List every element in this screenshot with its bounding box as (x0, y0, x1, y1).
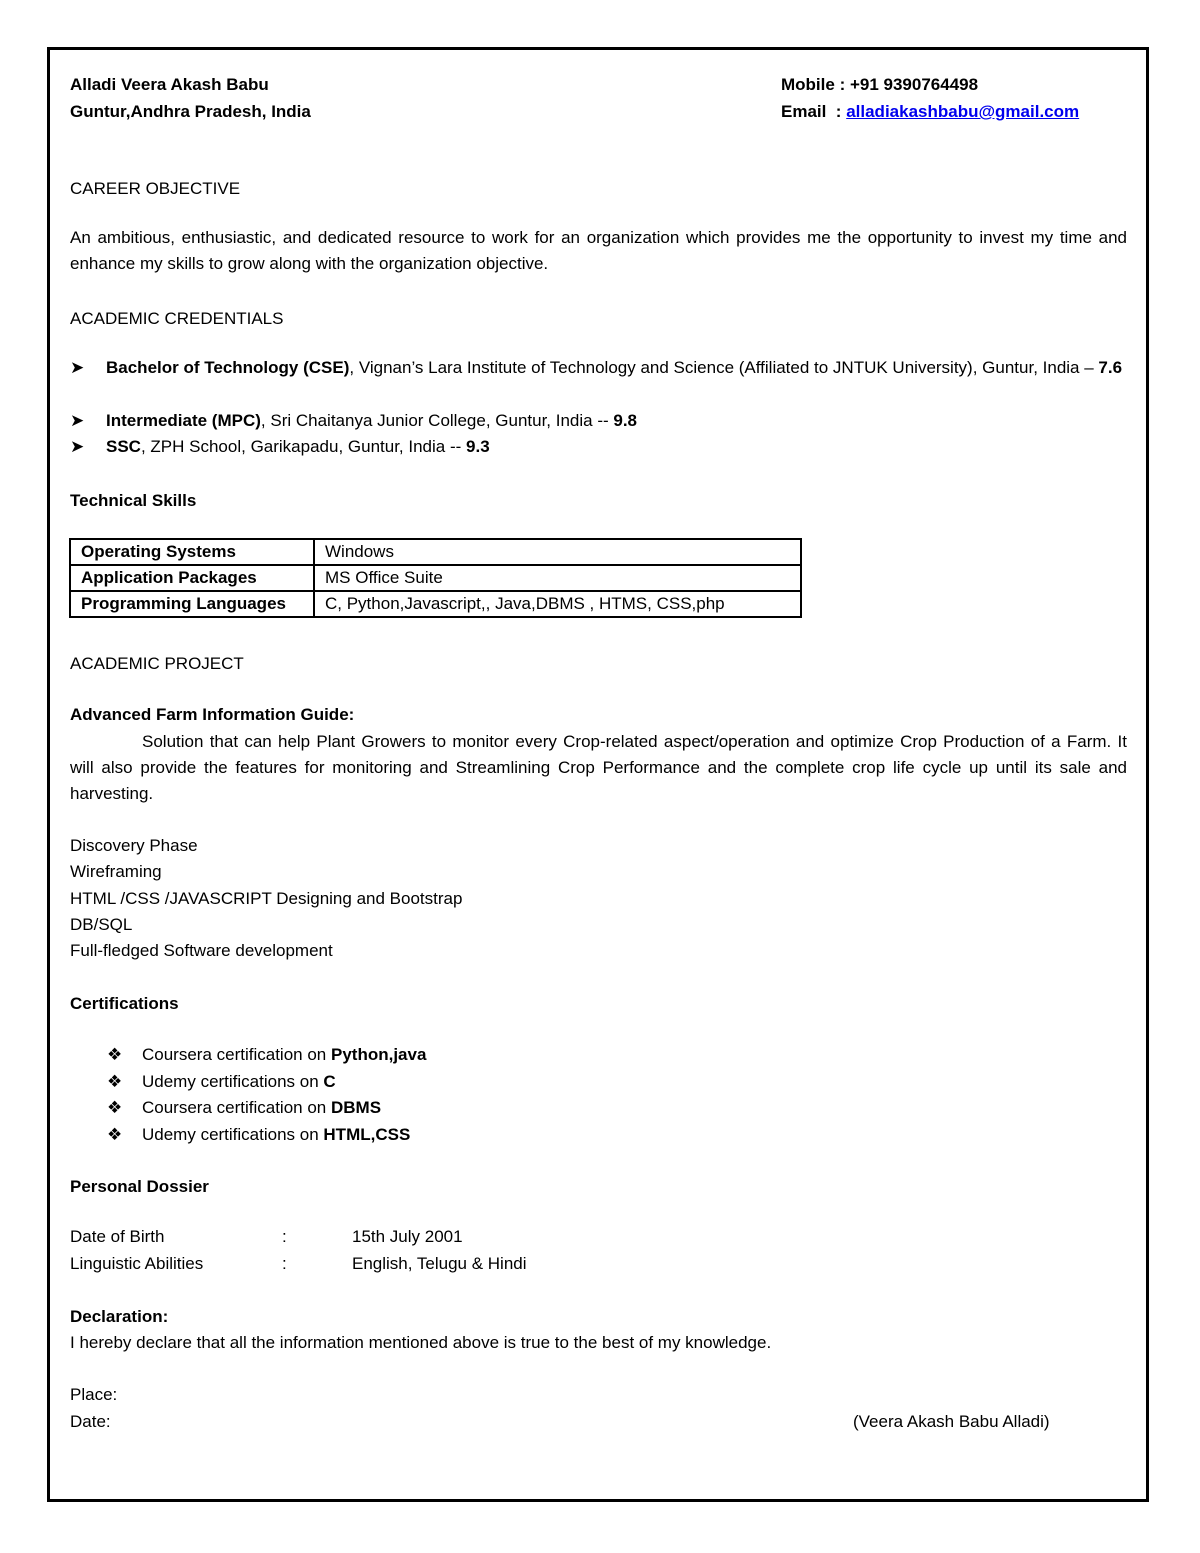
diamond-bullet-icon: ❖ (107, 1125, 123, 1144)
project-title: Advanced Farm Information Guide: (70, 705, 355, 724)
place-label: Place: (70, 1385, 118, 1404)
email-label: Email (781, 102, 827, 121)
email-line: Email : alladiakashbabu@gmail.com (781, 102, 1080, 121)
technical-skills-heading: Technical Skills (70, 491, 197, 510)
arrow-bullet-icon: ➤ (70, 411, 85, 430)
academic-project-heading: ACADEMIC PROJECT (70, 654, 244, 673)
dob-label: Date of Birth (70, 1227, 165, 1246)
languages-value: English, Telugu & Hindi (352, 1254, 527, 1273)
signature-name: (Veera Akash Babu Alladi) (853, 1412, 1050, 1431)
personal-dossier-heading: Personal Dossier (70, 1177, 209, 1196)
certification-item: ❖ Coursera certification on Python,java (107, 1042, 426, 1068)
certifications-heading: Certifications (70, 994, 179, 1013)
project-phase: HTML /CSS /JAVASCRIPT Designing and Bootstrap (70, 889, 463, 908)
project-phase: Discovery Phase (70, 836, 198, 855)
dob-value: 15th July 2001 (352, 1227, 463, 1246)
mobile-value: +91 9390764498 (849, 75, 979, 94)
table-row (70, 539, 801, 565)
career-objective-heading: CAREER OBJECTIVE (70, 179, 241, 198)
project-phase: Full-fledged Software development (70, 941, 333, 960)
arrow-bullet-icon: ➤ (70, 358, 85, 377)
email-link[interactable]: alladiakashbabu@gmail.com (846, 102, 1080, 121)
project-description: Solution that can help Plant Growers to monitor every Crop-related aspect/operation and optimize Crop Production of a Farm. It will also provide the features for monitoring and Streamlining Crop Performance and the complete crop life cycle up until its sale and harvesting. (70, 732, 1127, 803)
certification-item: ❖ Coursera certification on DBMS (107, 1095, 381, 1121)
date-label: Date: (70, 1412, 111, 1431)
declaration-heading: Declaration: (70, 1307, 169, 1326)
languages-label: Linguistic Abilities (70, 1254, 204, 1273)
mobile-label: Mobile (781, 75, 835, 94)
project-phase: DB/SQL (70, 915, 133, 934)
candidate-name: Alladi Veera Akash Babu (70, 75, 269, 94)
skill-value: C, Python,Javascript,, Java,DBMS , HTMS, CSS,php (314, 591, 801, 617)
mobile-line: Mobile : +91 9390764498 (781, 75, 979, 94)
project-phase: Wireframing (70, 862, 162, 881)
career-objective-text: An ambitious, enthusiastic, and dedicated resource to work for an organization which provides me the opportunity to invest my time and enhance my skills to grow along with the organization objective. (70, 228, 1127, 273)
diamond-bullet-icon: ❖ (107, 1098, 123, 1117)
skill-value: Windows (314, 539, 801, 565)
candidate-location: Guntur,Andhra Pradesh, India (70, 102, 311, 121)
skill-category: Operating Systems (70, 539, 314, 565)
certification-item: ❖ Udemy certifications on C (107, 1069, 336, 1095)
skill-category: Programming Languages (70, 591, 314, 617)
credential-item: ➤ Bachelor of Technology (CSE), Vignan’s Lara Institute of Technology and Science (Affiliated to JNTUK University), Guntur, India – 7.6 (70, 355, 1127, 381)
credential-item: ➤ SSC, ZPH School, Garikapadu, Guntur, India -- 9.3 (70, 434, 1127, 460)
skill-value: MS Office Suite (314, 565, 801, 591)
table-row (70, 565, 801, 591)
diamond-bullet-icon: ❖ (107, 1072, 123, 1091)
declaration-text: I hereby declare that all the information mentioned above is true to the best of my knowledge. (70, 1333, 772, 1352)
dob-separator: : (282, 1227, 287, 1246)
skill-category: Application Packages (70, 565, 314, 591)
arrow-bullet-icon: ➤ (70, 437, 85, 456)
diamond-bullet-icon: ❖ (107, 1045, 123, 1064)
languages-separator: : (282, 1254, 287, 1273)
table-row (70, 591, 801, 617)
credential-item: ➤ Intermediate (MPC), Sri Chaitanya Junior College, Guntur, India -- 9.8 (70, 408, 1127, 434)
skills-table (69, 538, 802, 618)
certification-item: ❖ Udemy certifications on HTML,CSS (107, 1122, 410, 1148)
academic-credentials-heading: ACADEMIC CREDENTIALS (70, 309, 284, 328)
